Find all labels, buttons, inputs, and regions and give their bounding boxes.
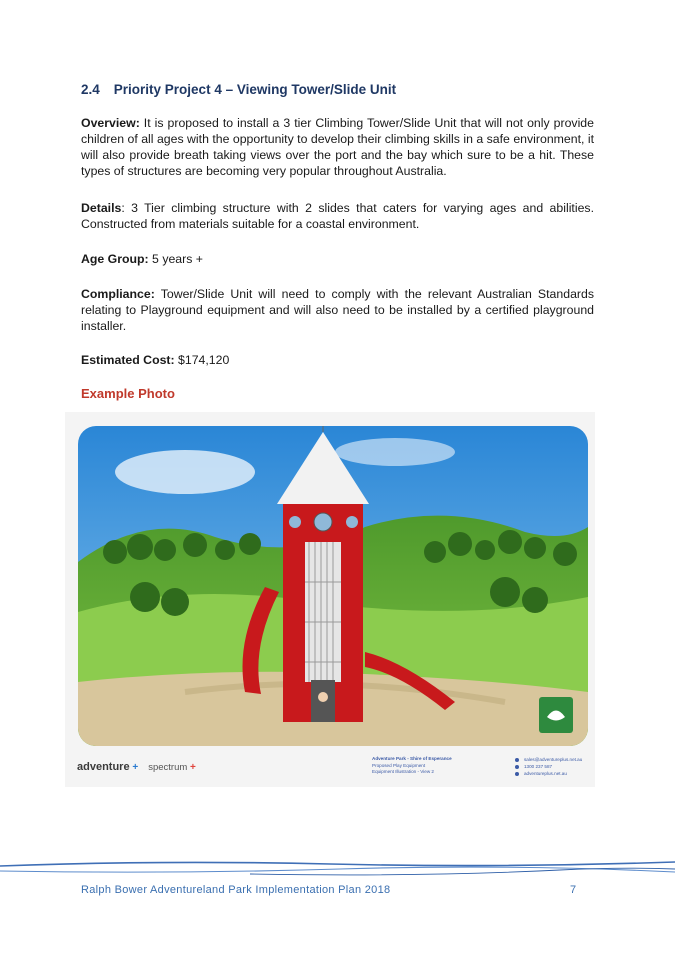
section-number: 2.4 [81,82,100,97]
section-title: Priority Project 4 – Viewing Tower/Slide Unit [113,82,397,97]
certification-badge [539,697,573,733]
illustration-caption [372,756,452,776]
compliance-label: Compliance: [81,287,155,301]
cost-label: Estimated Cost: [81,353,175,367]
caption-line: Proposed Play Equipment [372,762,426,768]
details-paragraph [81,200,594,232]
contact-line: sales@adventureplus.net.au [515,756,582,763]
details-text: : 3 Tier climbing structure with 2 slides that caters for varying ages and abilities. Constructed from materials suitable for a coastal environment. [81,201,594,231]
caption-line: Equipment Illustration - View 2 [372,769,434,774]
contact-details [515,756,582,777]
footer-page-number: 7 [570,884,577,896]
playground-illustration [65,412,595,752]
age-group-paragraph [81,251,594,267]
cost-paragraph [81,352,594,368]
spectrum-plus-mark: + [187,762,196,773]
section-heading [81,82,396,97]
cost-text: $174,120 [174,353,230,367]
footer-document-title: Ralph Bower Adventureland Park Implementation Plan 2018 [81,884,391,896]
contact-line: adventureplus.net.au [515,770,582,777]
example-photo [65,412,595,787]
caption-line: Adventure Park - Shire of Esperance [372,756,452,761]
details-label: Details [81,201,122,215]
age-group-label: Age Group: [81,252,149,266]
web-icon [515,772,519,776]
contact-line: 1300 237 587 [515,763,582,770]
overview-text: It is proposed to install a 3 tier Climbing Tower/Slide Unit that will not only provide children of all ages with the opportunity to develop their climbing skills in a safe environment, it will also provide breath taking views over the port and the bay which sure to be a hit. These types of structures are becoming very popular throughout Australia. [81,116,594,178]
compliance-paragraph [81,286,594,334]
email-icon [515,758,519,762]
age-group-text: 5 years + [148,252,203,266]
compliance-text: Tower/Slide Unit will need to comply with the relevant Australian Standards relating to Playground equipment and will also need to be installed by a certified playground installer. [81,287,594,333]
spectrum-logo: spectrum [148,762,188,773]
overview-label: Overview: [81,116,140,130]
adventure-logo: adventure [77,761,130,773]
example-photo-heading: Example Photo [81,386,175,401]
phone-icon [515,765,519,769]
overview-paragraph [81,115,594,179]
brand-logos [77,761,196,773]
adventure-plus-mark: + [129,762,139,773]
